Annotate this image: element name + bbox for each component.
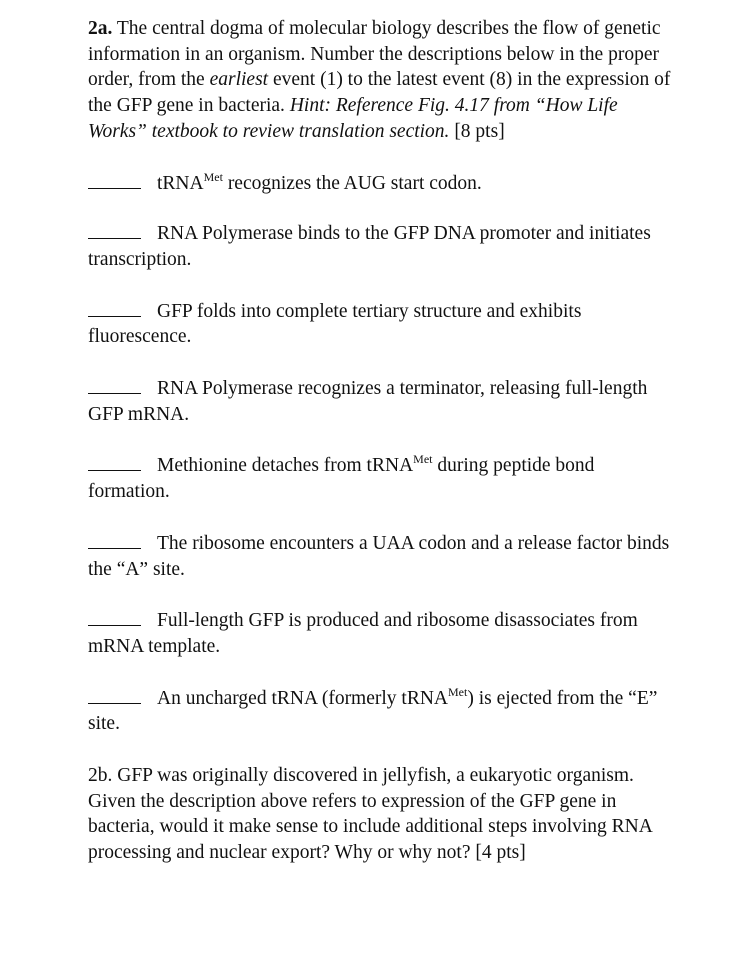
item-superscript: Met xyxy=(413,452,433,467)
question-2a-intro: The central dogma of molecular biology describes the flow of genetic information in an organism. Number the descriptions below in the proper order, from the xyxy=(88,18,661,91)
item-text-pre: An uncharged tRNA (formerly tRNA xyxy=(157,687,449,709)
item-superscript: Met xyxy=(448,684,468,699)
answer-blank[interactable] xyxy=(88,221,141,239)
question-2a-earliest: earliest xyxy=(209,69,269,91)
answer-blank[interactable] xyxy=(88,299,141,317)
answer-blank[interactable] xyxy=(88,376,141,394)
item-text-post: recognizes the AUG start codon. xyxy=(222,172,482,194)
item-text: RNA Polymerase recognizes a terminator, releasing full-length GFP mRNA. xyxy=(88,378,648,425)
question-2a-points: [8 pts] xyxy=(449,120,505,142)
question-2a xyxy=(88,16,673,145)
ordering-item-4 xyxy=(88,376,673,427)
item-text-pre: Methionine detaches from tRNA xyxy=(157,455,414,477)
question-2a-number: 2a. xyxy=(88,18,113,39)
item-text-post: ) is ejected from the “E” site. xyxy=(88,687,658,735)
answer-blank[interactable] xyxy=(88,686,141,704)
ordering-item-2 xyxy=(88,221,673,272)
answer-blank[interactable] xyxy=(88,171,141,189)
item-text: The ribosome encounters a UAA codon and a release factor binds the “A” site. xyxy=(88,532,670,580)
question-2a-hint: Hint: Reference Fig. 4.17 from “How Life Works” textbook to review translation section. xyxy=(88,95,618,142)
ordering-item-6 xyxy=(88,531,673,582)
ordering-item-1 xyxy=(88,171,673,197)
ordering-item-3 xyxy=(88,299,673,350)
question-2a-intro-continued: event (1) to the latest event (8) in the expression of the GFP gene in bacteria. xyxy=(88,69,671,117)
answer-blank[interactable] xyxy=(88,608,141,626)
item-text-post: during peptide bond formation. xyxy=(88,455,595,503)
item-text-pre: tRNA xyxy=(157,172,204,194)
item-text: GFP folds into complete tertiary structure and exhibits fluorescence. xyxy=(88,300,582,348)
item-superscript: Met xyxy=(203,169,223,184)
question-2b: 2b. GFP was originally discovered in jellyfish, a eukaryotic organism. Given the description above refers to expression of the GFP gene in bacteria, would it make sense to include additional steps involving RNA processing and nuclear export? Why or why not? [4 pts] xyxy=(88,765,652,864)
ordering-item-7 xyxy=(88,608,673,659)
ordering-item-5 xyxy=(88,453,673,504)
worksheet-page xyxy=(88,16,673,866)
ordering-item-8 xyxy=(88,686,673,737)
answer-blank[interactable] xyxy=(88,531,141,549)
answer-blank[interactable] xyxy=(88,453,141,471)
item-text: RNA Polymerase binds to the GFP DNA promoter and initiates transcription. xyxy=(88,223,651,270)
item-text: Full-length GFP is produced and ribosome disassociates from mRNA template. xyxy=(88,610,638,657)
